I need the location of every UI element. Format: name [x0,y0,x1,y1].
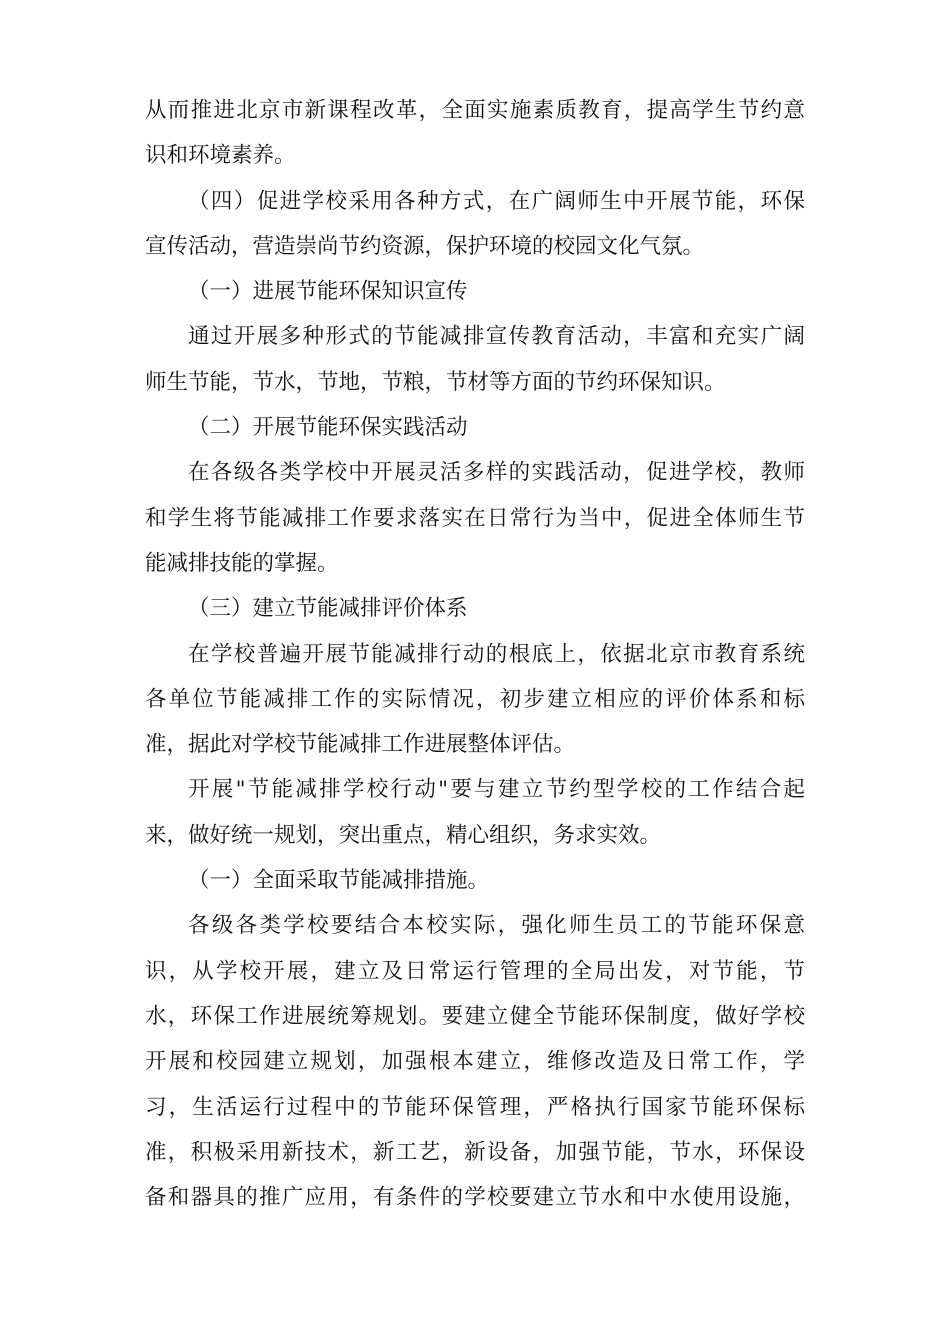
text-line: 各单位节能减排工作的实际情况，初步建立相应的评价体系和标 [145,686,805,712]
text-line: 识，从学校开展，建立及日常运行管理的全局出发，对节能，节 [145,958,805,984]
text-line: （四）促进学校采用各种方式，在广阔师生中开展节能，环保 [188,188,805,214]
text-line: 从而推进北京市新课程改革，全面实施素质教育，提高学生节约意 [145,98,805,123]
text-line: 备和器具的推广应用，有条件的学校要建立节水和中水使用设施， [145,1185,805,1211]
text-line: 在各级各类学校中开展灵活多样的实践活动，促进学校，教师 [188,460,805,486]
text-line: 通过开展多种形式的节能减排宣传教育活动，丰富和充实广阔 [188,324,805,350]
section-heading: （三）建立节能减排评价体系 [188,596,468,622]
text-line: 识和环境素养。 [145,143,296,169]
text-line: 来，做好统一规划，突出重点，精心组织，务求实效。 [145,822,662,848]
text-line: 准，据此对学校节能减排工作进展整体评估。 [145,732,576,758]
text-line: 开展和校园建立规划，加强根本建立，维修改造及日常工作，学 [145,1049,805,1075]
document-body [145,88,805,1220]
text-line: 准，积极采用新技术，新工艺，新设备，加强节能，节水，环保设 [145,1139,805,1165]
section-heading: （一）全面采取节能减排措施。 [188,868,490,894]
text-line: 水，环保工作进展统筹规划。要建立健全节能环保制度，做好学校 [145,1003,805,1029]
section-heading: （二）开展节能环保实践活动 [188,415,468,441]
text-line: 能减排技能的掌握。 [145,550,339,576]
text-line: 习，生活运行过程中的节能环保管理，严格执行国家节能环保标 [145,1094,805,1120]
section-heading: （一）进展节能环保知识宣传 [188,279,468,305]
text-line: 和学生将节能减排工作要求落实在日常行为当中，促进全体师生节 [145,505,805,531]
text-line: 各级各类学校要结合本校实际，强化师生员工的节能环保意 [188,913,805,939]
text-line: 师生节能，节水，节地，节粮，节材等方面的节约环保知识。 [145,369,726,395]
text-line: 开展"节能减排学校行动"要与建立节约型学校的工作结合起 [188,777,805,803]
text-line: 在学校普遍开展节能减排行动的根底上，依据北京市教育系统 [188,641,805,667]
text-line: 宣传活动，营造崇尚节约资源，保护环境的校园文化气氛。 [145,233,705,259]
